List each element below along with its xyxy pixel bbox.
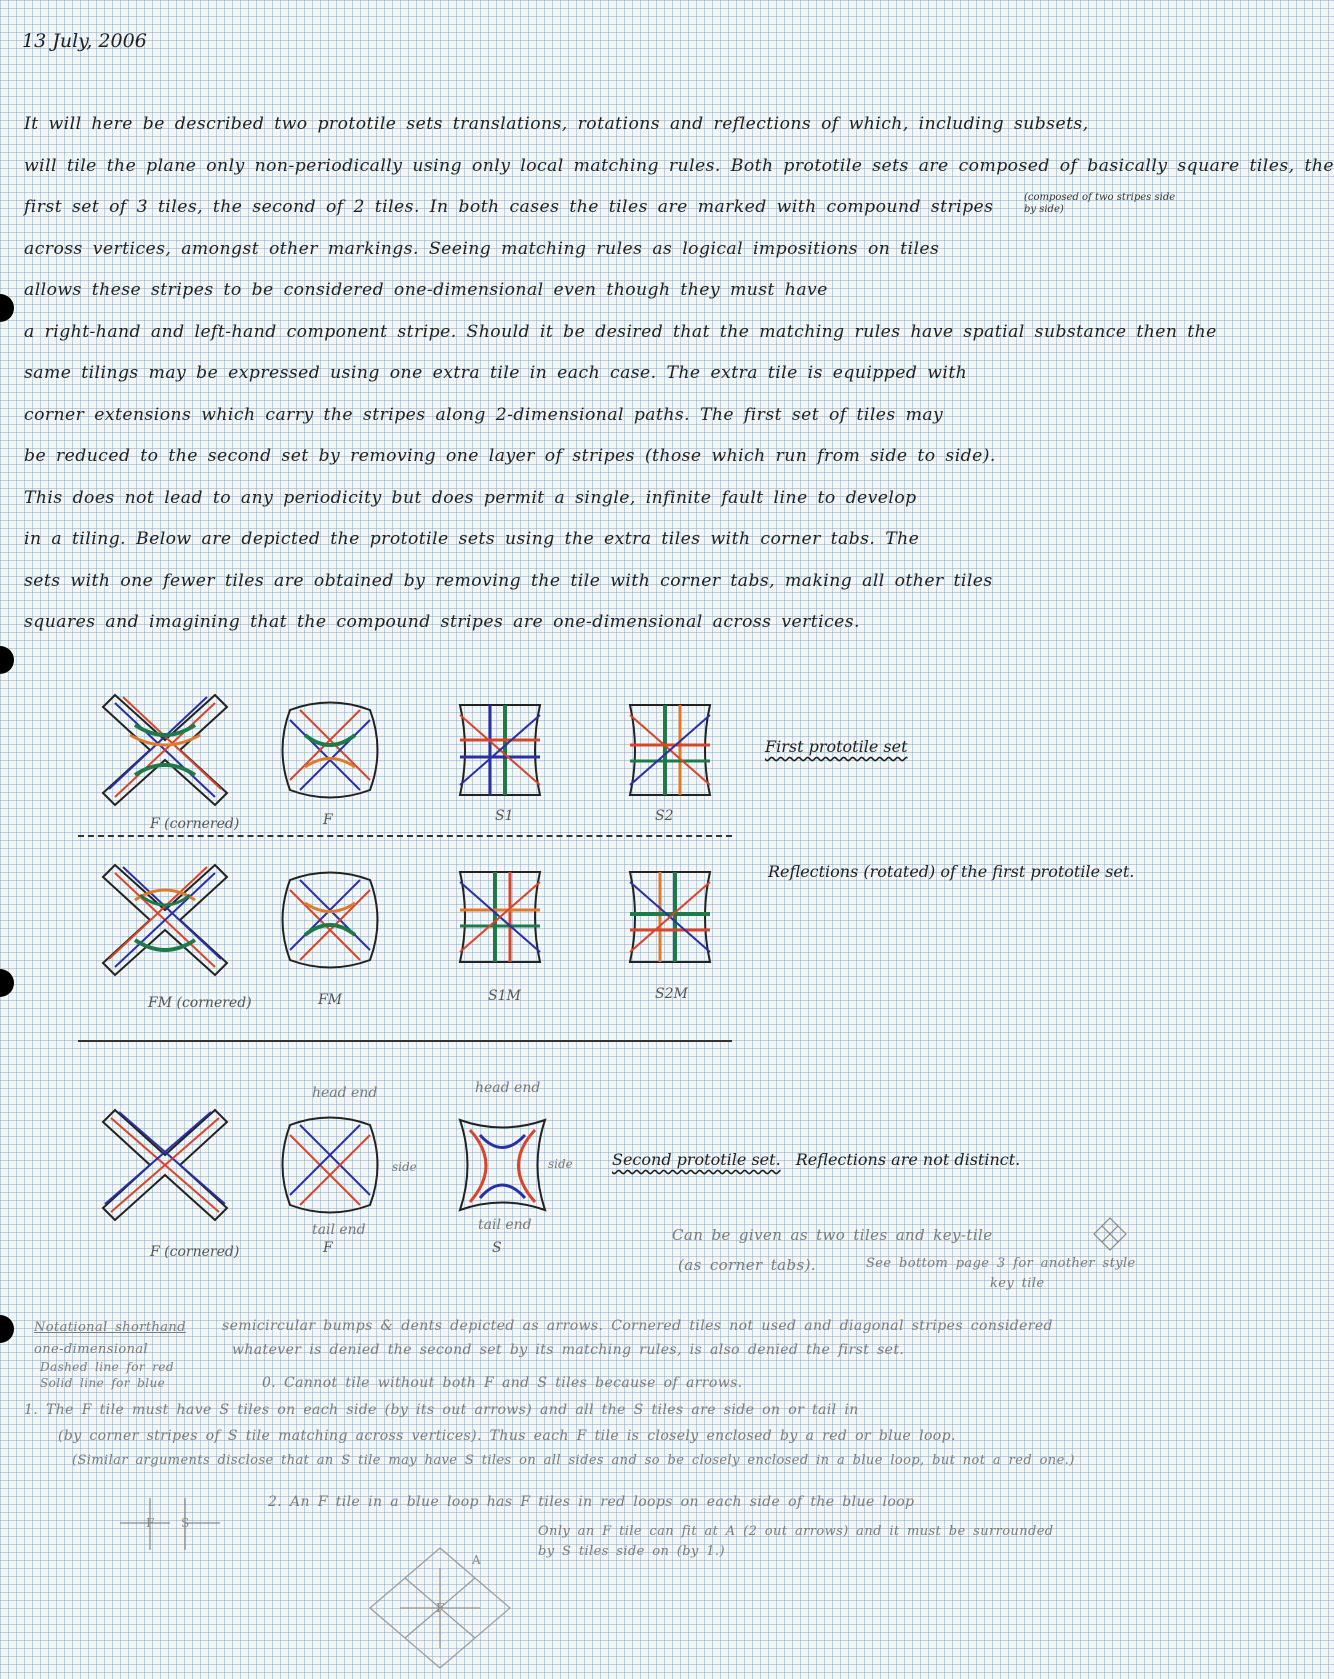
pencil-line: 1. The F tile must have S tiles on each side (by its out arrows) and all the S tiles are side on or tail in [24, 1402, 859, 1418]
reflections-title: Reflections (rotated) of the first prototile set. [768, 862, 1135, 881]
diagram-f-label: F [436, 1601, 445, 1615]
second-set-title-text: Second prototile set. [612, 1150, 781, 1169]
key-tile-note: Can be given as two tiles and key-tile [672, 1226, 993, 1244]
pencil-line: Only an F tile can fit at A (2 out arrows) and it must be surrounded [538, 1524, 1054, 1539]
tile-label: S1 [495, 808, 514, 824]
tile-label: FM (cornered) [148, 995, 252, 1011]
tile-s2 [620, 695, 720, 805]
tile-label: F [323, 812, 333, 828]
pencil-line: semicircular bumps & dents depicted as arrows. Cornered tiles not used and diagonal stripes considered [222, 1318, 1053, 1334]
first-prototile-set-title: First prototile set [765, 737, 908, 756]
punch-hole [0, 646, 14, 674]
dashed-divider [78, 835, 732, 837]
second-set-subtitle: Reflections are not distinct. [795, 1150, 1021, 1169]
paragraph-line: This does not lead to any periodicity but does permit a single, infinite fault line to develop [24, 487, 917, 508]
tile-s2m [620, 862, 720, 972]
tile-f-cornered-second [95, 1100, 235, 1230]
paragraph-line: across vertices, amongst other markings. Seeing matching rules as logical impositions on tiles [24, 238, 940, 259]
punch-hole [0, 294, 14, 322]
tile-s-second [450, 1110, 555, 1220]
one-dimensional-note: one-dimensional [34, 1342, 149, 1357]
tile-s1m [450, 862, 550, 972]
tail-end-label: tail end [478, 1217, 532, 1233]
head-end-label: head end [312, 1085, 378, 1101]
margin-note: (composed of two stripes side by side) [1024, 192, 1176, 215]
solid-note: Solid line for blue [40, 1376, 166, 1390]
tile-fm [275, 865, 385, 975]
tile-fm-cornered [95, 855, 235, 985]
pencil-line: (by corner stripes of S tile matching across vertices). Thus each F tile is closely enclosed by a red or blue loop. [58, 1428, 956, 1444]
tile-label: S2M [655, 986, 688, 1002]
paragraph-line: same tilings may be expressed using one extra tile in each case. The extra tile is equipped with [24, 363, 968, 383]
main-paragraph [24, 104, 1334, 644]
key-tile-note: (as corner tabs). [678, 1256, 817, 1274]
fs-arrow-diagram [110, 1488, 230, 1558]
tile-label: S1M [488, 988, 521, 1004]
pencil-line: 2. An F tile in a blue loop has F tiles in red loops on each side of the blue loop [268, 1494, 915, 1510]
tile-label: F (cornered) [150, 1244, 240, 1260]
diagram-s-label: S [181, 1516, 190, 1530]
head-end-label: head end [475, 1080, 541, 1096]
tile-label: F [323, 1240, 333, 1256]
diagram-f-label: F [146, 1516, 155, 1530]
pencil-line: whatever is denied the second set by its matching rules, is also denied the first set. [232, 1342, 905, 1358]
paragraph-line: first set of 3 tiles, the second of 2 tiles. In both cases the tiles are marked with compound stripes [24, 197, 994, 217]
tile-label: S2 [655, 808, 674, 824]
paragraph-line: be reduced to the second set by removing one layer of stripes (those which run from side to side). [24, 446, 996, 466]
second-prototile-set-title [612, 1150, 1020, 1169]
paragraph-line: allows these stripes to be considered one-dimensional even though they must have [24, 280, 828, 300]
notational-shorthand: Notational shorthand [34, 1320, 186, 1335]
paragraph-line: squares and imagining that the compound stripes are one-dimensional across vertices. [24, 612, 860, 632]
paragraph-line: in a tiling. Below are depicted the prototile sets using the extra tiles with corner tabs. The [24, 529, 920, 549]
side-label: side [392, 1160, 417, 1174]
tile-f-second [275, 1110, 385, 1220]
pencil-line: by S tiles side on (by 1.) [538, 1544, 725, 1559]
tile-label: S [492, 1240, 502, 1256]
key-tile-note: See bottom page 3 for another style [866, 1256, 1136, 1271]
tile-f-cornered [95, 685, 235, 815]
key-tile-note: key tile [990, 1276, 1045, 1291]
punch-hole [0, 1315, 14, 1343]
tile-label: F (cornered) [150, 816, 240, 832]
a-arrow-diagram [360, 1538, 520, 1678]
side-label: side [548, 1157, 573, 1171]
paragraph-line: will tile the plane only non-periodically using only local matching rules. Both prototile sets are composed of basically square tiles, the [24, 155, 1334, 176]
pencil-line: (Similar arguments disclose that an S tile may have S tiles on all sides and so be closely enclosed in a blue loop, but not a red one.) [72, 1453, 1075, 1468]
key-tile-icon [1090, 1214, 1130, 1254]
dashed-note: Dashed line for red [40, 1360, 174, 1374]
paragraph-line: It will here be described two prototile sets translations, rotations and reflections of which, including subsets, [24, 114, 1089, 134]
paragraph-line: corner extensions which carry the stripes along 2-dimensional paths. The first set of tiles may [24, 404, 944, 425]
tile-f [275, 695, 385, 805]
punch-hole [0, 969, 14, 997]
tail-end-label: tail end [312, 1222, 366, 1238]
tile-label: FM [318, 992, 343, 1008]
paragraph-line: sets with one fewer tiles are obtained by removing the tile with corner tabs, making all other tiles [24, 570, 993, 591]
paragraph-line: a right-hand and left-hand component stripe. Should it be desired that the matching rules have spatial substance then the [24, 321, 1217, 342]
diagram-a-label: A [472, 1553, 481, 1567]
page-date: 13 July, 2006 [22, 30, 147, 52]
pencil-line: 0. Cannot tile without both F and S tiles because of arrows. [262, 1375, 743, 1391]
solid-divider [78, 1040, 732, 1042]
tile-s1 [450, 695, 550, 805]
